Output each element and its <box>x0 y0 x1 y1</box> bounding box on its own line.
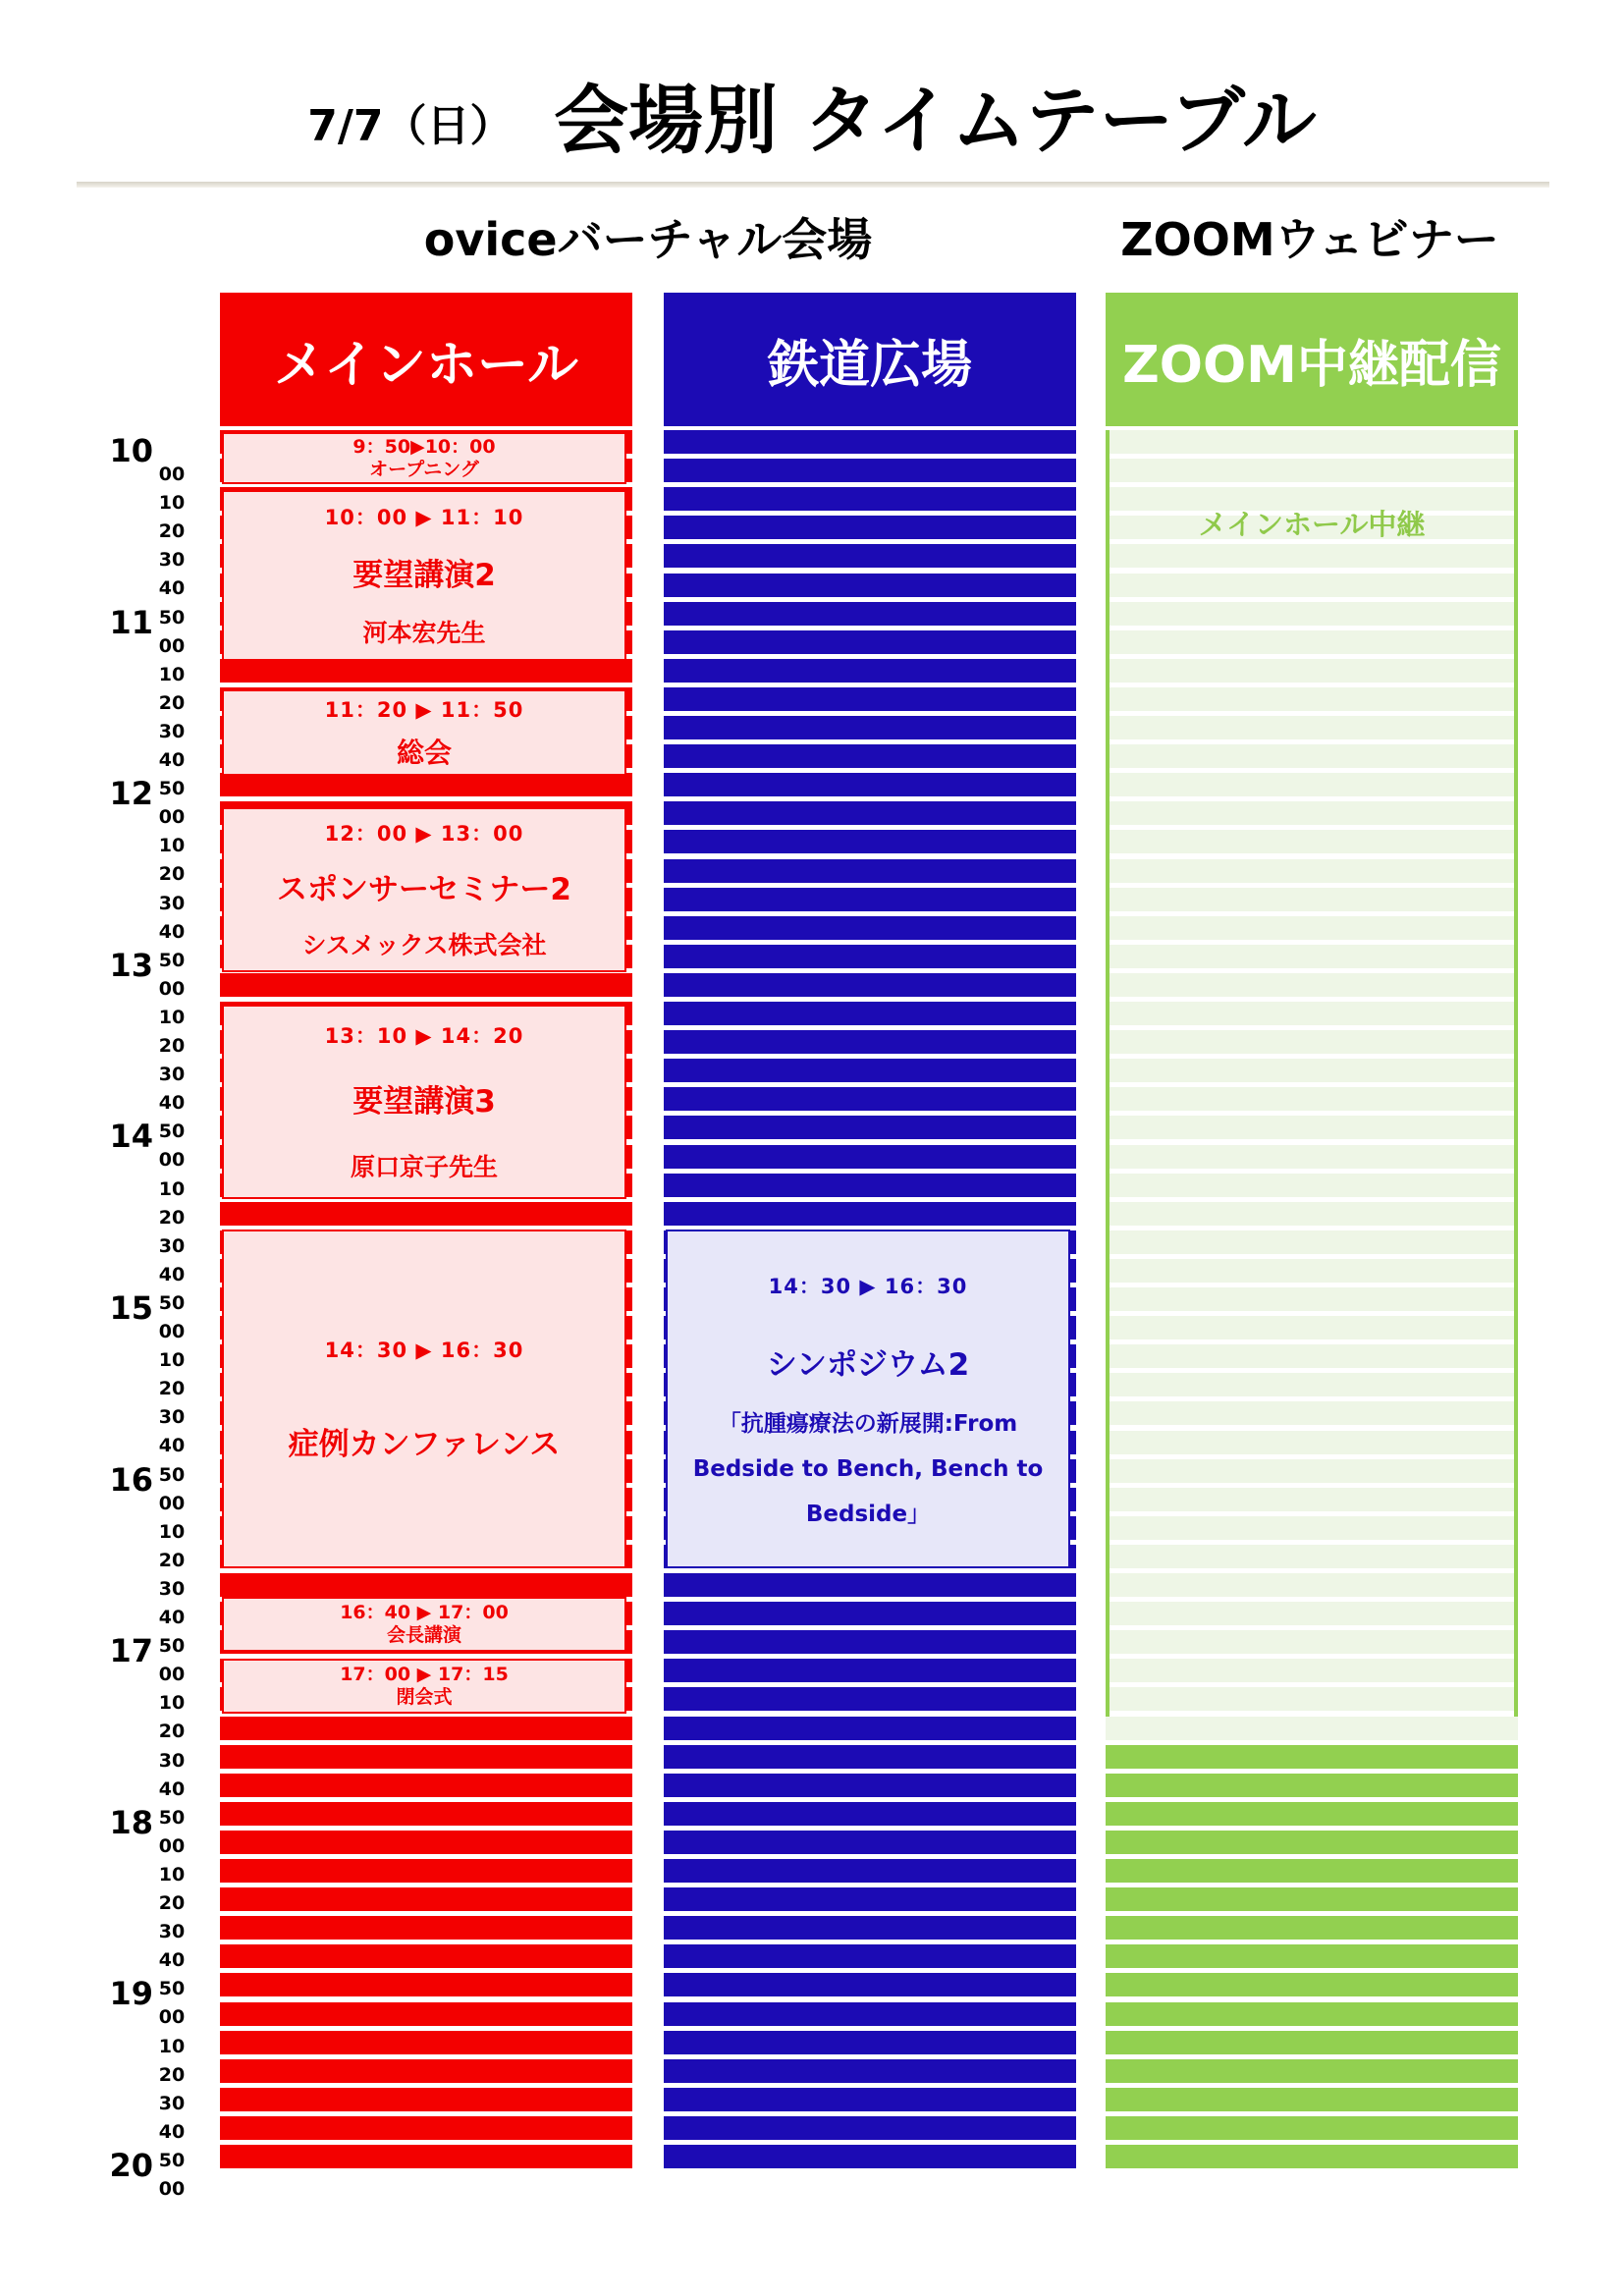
event-title: 要望講演2 <box>352 558 496 594</box>
hour-label: 20 <box>109 2147 153 2184</box>
minute-label: 40 <box>158 1777 186 1800</box>
minute-label: 20 <box>158 520 186 543</box>
title-date: 7/7（日） <box>307 101 514 151</box>
time-slot-stripe <box>1106 2031 1518 2054</box>
time-slot-stripe <box>664 2031 1076 2054</box>
time-slot-stripe <box>664 602 1076 626</box>
event-time: 16：40 ▶ 17：00 <box>340 1602 509 1624</box>
minute-label: 30 <box>158 2092 186 2114</box>
minute-label: 10 <box>158 1863 186 1886</box>
minute-label: 10 <box>158 492 186 515</box>
minute-label: 10 <box>158 1006 186 1028</box>
time-slot-stripe <box>220 1973 632 1996</box>
event-time: 12：00 ▶ 13：00 <box>324 821 524 846</box>
column-header-railway-plaza: 鉄道広場 <box>664 293 1076 426</box>
time-slot-stripe <box>664 1774 1076 1797</box>
time-slot-stripe <box>1106 1859 1518 1883</box>
minute-label: 40 <box>158 920 186 943</box>
minute-label: 10 <box>158 663 186 685</box>
time-slot-stripe <box>664 1944 1076 1968</box>
time-slot-stripe <box>1106 2088 1518 2111</box>
time-slot-stripe <box>664 487 1076 511</box>
event-subtitle-line: Bedside」 <box>805 1502 931 1527</box>
event-closing[interactable] <box>222 1659 626 1714</box>
column-header-main-hall: メインホール <box>220 293 632 426</box>
minute-label: 10 <box>158 1520 186 1543</box>
time-slot-stripe <box>664 1630 1076 1654</box>
minute-label: 40 <box>158 577 186 600</box>
event-general-meeting[interactable] <box>222 689 626 776</box>
event-keynote-3[interactable] <box>222 1005 626 1199</box>
minute-label: 30 <box>158 1234 186 1257</box>
title-main: 会場別 タイムテーブル <box>554 77 1317 164</box>
minute-label: 30 <box>158 1406 186 1429</box>
time-slot-stripe <box>664 1202 1076 1226</box>
event-time: 17：00 ▶ 17：15 <box>340 1664 509 1686</box>
time-slot-stripe <box>1106 1802 1518 1826</box>
minute-label: 50 <box>158 1121 186 1143</box>
minute-label: 00 <box>158 1321 186 1342</box>
event-time: 13：10 ▶ 14：20 <box>324 1023 524 1048</box>
hour-label: 14 <box>109 1118 153 1156</box>
time-slot-stripe <box>664 430 1076 454</box>
minute-label: 50 <box>158 1291 186 1314</box>
time-slot-stripe <box>220 2088 632 2111</box>
minute-label: 30 <box>158 720 186 742</box>
event-symposium-2[interactable] <box>666 1230 1070 1568</box>
event-time: 9：50▶10：00 <box>352 435 496 458</box>
minute-label: 40 <box>158 1949 186 1972</box>
minute-label: 40 <box>158 2120 186 2143</box>
minute-label: 30 <box>158 1921 186 1943</box>
minute-label: 00 <box>158 1149 186 1172</box>
zoom-relay-label: メインホール中継 <box>1198 508 1426 541</box>
event-title: 症例カンファレンス <box>288 1427 561 1462</box>
minute-label: 40 <box>158 1263 186 1285</box>
event-speaker: 原口京子先生 <box>350 1153 498 1182</box>
event-subtitle-line: 「抗腫瘍療法の新展開:From <box>718 1411 1018 1437</box>
event-opening[interactable] <box>222 432 626 484</box>
time-slot-stripe <box>664 888 1076 911</box>
time-slot-stripe <box>220 1887 632 1911</box>
minute-label: 00 <box>158 464 186 485</box>
title-divider <box>77 182 1549 188</box>
venue-zoom: ZOOMウェビナー <box>1120 213 1499 266</box>
hour-label: 11 <box>109 603 153 641</box>
time-slot-stripe <box>220 1944 632 1968</box>
minute-label: 20 <box>158 1549 186 1571</box>
minute-label: 40 <box>158 1092 186 1115</box>
time-slot-stripe <box>664 1831 1076 1854</box>
event-presidential-lecture[interactable] <box>222 1597 626 1652</box>
time-slot-stripe <box>664 1087 1076 1111</box>
minute-label: 20 <box>158 1035 186 1057</box>
event-title: スポンサーセミナー2 <box>277 872 571 908</box>
time-slot-stripe <box>1106 2116 1518 2140</box>
time-slot-stripe <box>220 1774 632 1797</box>
minute-label: 20 <box>158 691 186 714</box>
minute-label: 50 <box>158 2149 186 2171</box>
hour-label: 18 <box>109 1803 153 1841</box>
event-time: 14：30 ▶ 16：30 <box>768 1275 968 1298</box>
time-slot-stripe <box>664 1973 1076 1996</box>
time-slot-stripe <box>664 916 1076 940</box>
minute-label: 10 <box>158 1692 186 1715</box>
time-slot-stripe <box>664 830 1076 853</box>
time-slot-stripe <box>664 1059 1076 1082</box>
zoom-relay-block <box>1106 430 1518 1717</box>
minute-label: 20 <box>158 1206 186 1229</box>
minute-label: 10 <box>158 835 186 857</box>
time-slot-stripe <box>1106 1887 1518 1911</box>
time-slot-stripe <box>664 1859 1076 1883</box>
time-slot-stripe <box>1106 1831 1518 1854</box>
time-slot-stripe <box>664 1002 1076 1025</box>
time-slot-stripe <box>220 1916 632 1940</box>
event-time: 11：20 ▶ 11：50 <box>324 698 524 722</box>
minute-label: 20 <box>158 2063 186 2086</box>
time-slot-stripe <box>220 1745 632 1769</box>
minute-label: 00 <box>158 806 186 829</box>
minute-label: 10 <box>158 2035 186 2057</box>
time-slot-stripe <box>664 2059 1076 2083</box>
minute-label: 00 <box>158 977 186 1000</box>
time-slot-stripe <box>664 630 1076 654</box>
time-slot-stripe <box>664 1145 1076 1169</box>
time-slot-stripe <box>664 1174 1076 1197</box>
minute-label: 30 <box>158 1749 186 1772</box>
time-slot-stripe <box>664 859 1076 883</box>
minute-label: 20 <box>158 1892 186 1914</box>
time-slot-stripe <box>220 2002 632 2026</box>
minute-label: 00 <box>158 634 186 657</box>
time-slot-stripe <box>1106 1745 1518 1769</box>
event-sponsor-seminar-2[interactable] <box>222 807 626 972</box>
time-slot-stripe <box>220 1717 632 1740</box>
time-slot-stripe <box>664 1802 1076 1826</box>
time-slot-stripe <box>220 2031 632 2054</box>
minute-label: 50 <box>158 1463 186 1486</box>
event-title: 閉会式 <box>396 1686 453 1708</box>
time-slot-stripe <box>664 773 1076 796</box>
minute-label: 10 <box>158 1177 186 1200</box>
time-slot-stripe <box>220 773 632 796</box>
time-slot-stripe <box>220 973 632 997</box>
minute-label: 00 <box>158 1664 186 1686</box>
minute-label: 00 <box>158 2006 186 2029</box>
time-slot-stripe <box>664 1659 1076 1682</box>
hour-label: 13 <box>109 946 153 984</box>
event-title: シンポジウム2 <box>766 1347 970 1383</box>
event-title: 要望講演3 <box>352 1084 496 1121</box>
time-slot-stripe <box>220 1573 632 1597</box>
minute-label: 50 <box>158 606 186 629</box>
event-title: 会長講演 <box>386 1624 461 1646</box>
time-slot-stripe <box>664 1030 1076 1054</box>
time-slot-stripe <box>220 1202 632 1226</box>
hour-label: 12 <box>109 775 153 813</box>
hour-label: 19 <box>109 1975 153 2013</box>
minute-label: 40 <box>158 749 186 771</box>
time-slot-stripe <box>664 801 1076 825</box>
event-sponsor: シスメックス株式会社 <box>301 931 547 960</box>
hour-label: 15 <box>109 1289 153 1327</box>
time-slot-stripe <box>664 459 1076 482</box>
minute-label: 00 <box>158 1834 186 1857</box>
time-slot-stripe <box>664 2116 1076 2140</box>
minute-label: 50 <box>158 1806 186 1829</box>
time-slot-stripe <box>664 2002 1076 2026</box>
time-slot-stripe <box>220 2116 632 2140</box>
minute-label: 20 <box>158 1721 186 1743</box>
event-speaker: 河本宏先生 <box>362 619 486 648</box>
time-slot-stripe <box>664 1717 1076 1740</box>
time-slot-stripe <box>1106 1717 1518 1740</box>
time-slot-stripe <box>1106 2059 1518 2083</box>
event-keynote-2[interactable] <box>222 490 626 661</box>
time-slot-stripe <box>664 544 1076 568</box>
event-time: 10：00 ▶ 11：10 <box>324 505 524 529</box>
event-title: オープニング <box>369 458 479 480</box>
minute-label: 50 <box>158 778 186 800</box>
time-slot-stripe <box>1106 1774 1518 1797</box>
minute-label: 50 <box>158 949 186 971</box>
time-slot-stripe <box>664 716 1076 739</box>
event-time: 14：30 ▶ 16：30 <box>324 1339 524 1362</box>
time-slot-stripe <box>664 2088 1076 2111</box>
time-slot-stripe <box>664 1887 1076 1911</box>
hour-label: 10 <box>109 432 153 469</box>
time-slot-stripe <box>664 1745 1076 1769</box>
time-slot-stripe <box>1106 2002 1518 2026</box>
time-slot-stripe <box>220 1802 632 1826</box>
column-header-zoom-relay: ZOOM中継配信 <box>1106 293 1518 426</box>
minute-label: 30 <box>158 1064 186 1086</box>
event-title: 総会 <box>396 737 452 769</box>
time-slot-stripe <box>664 1573 1076 1597</box>
minute-label: 30 <box>158 549 186 572</box>
time-slot-stripe <box>220 1831 632 1854</box>
time-slot-stripe <box>664 2145 1076 2168</box>
minute-label: 40 <box>158 1435 186 1457</box>
time-slot-stripe <box>664 1116 1076 1139</box>
time-slot-stripe <box>664 687 1076 711</box>
minute-label: 20 <box>158 1378 186 1400</box>
event-subtitle-line: Bedside to Bench, Bench to <box>692 1456 1044 1482</box>
time-slot-stripe <box>220 659 632 683</box>
time-slot-stripe <box>1106 2145 1518 2168</box>
time-slot-stripe <box>664 973 1076 997</box>
minute-label: 30 <box>158 892 186 914</box>
time-slot-stripe <box>664 1602 1076 1625</box>
time-slot-stripe <box>1106 1944 1518 1968</box>
time-slot-stripe <box>220 2145 632 2168</box>
time-slot-stripe <box>1106 1973 1518 1996</box>
time-slot-stripe <box>220 1859 632 1883</box>
time-slot-stripe <box>664 659 1076 683</box>
hour-label: 16 <box>109 1460 153 1499</box>
hour-label: 17 <box>109 1632 153 1670</box>
minute-label: 00 <box>158 2178 186 2200</box>
time-slot-stripe <box>1106 1916 1518 1940</box>
time-slot-stripe <box>220 2059 632 2083</box>
time-slot-stripe <box>664 945 1076 968</box>
minute-label: 30 <box>158 1577 186 1600</box>
page-title <box>0 61 1624 168</box>
minute-label: 20 <box>158 863 186 886</box>
event-case-conference[interactable] <box>222 1230 626 1568</box>
minute-label: 50 <box>158 1978 186 2000</box>
venue-ovice: oviceバーチャル会場 <box>423 213 873 266</box>
minute-label: 40 <box>158 1607 186 1628</box>
time-slot-stripe <box>664 1916 1076 1940</box>
minute-label: 10 <box>158 1349 186 1372</box>
time-slot-stripe <box>664 574 1076 597</box>
time-slot-stripe <box>664 744 1076 768</box>
time-slot-stripe <box>664 1687 1076 1711</box>
time-slot-stripe <box>664 516 1076 539</box>
minute-label: 50 <box>158 1635 186 1658</box>
minute-label: 00 <box>158 1492 186 1514</box>
